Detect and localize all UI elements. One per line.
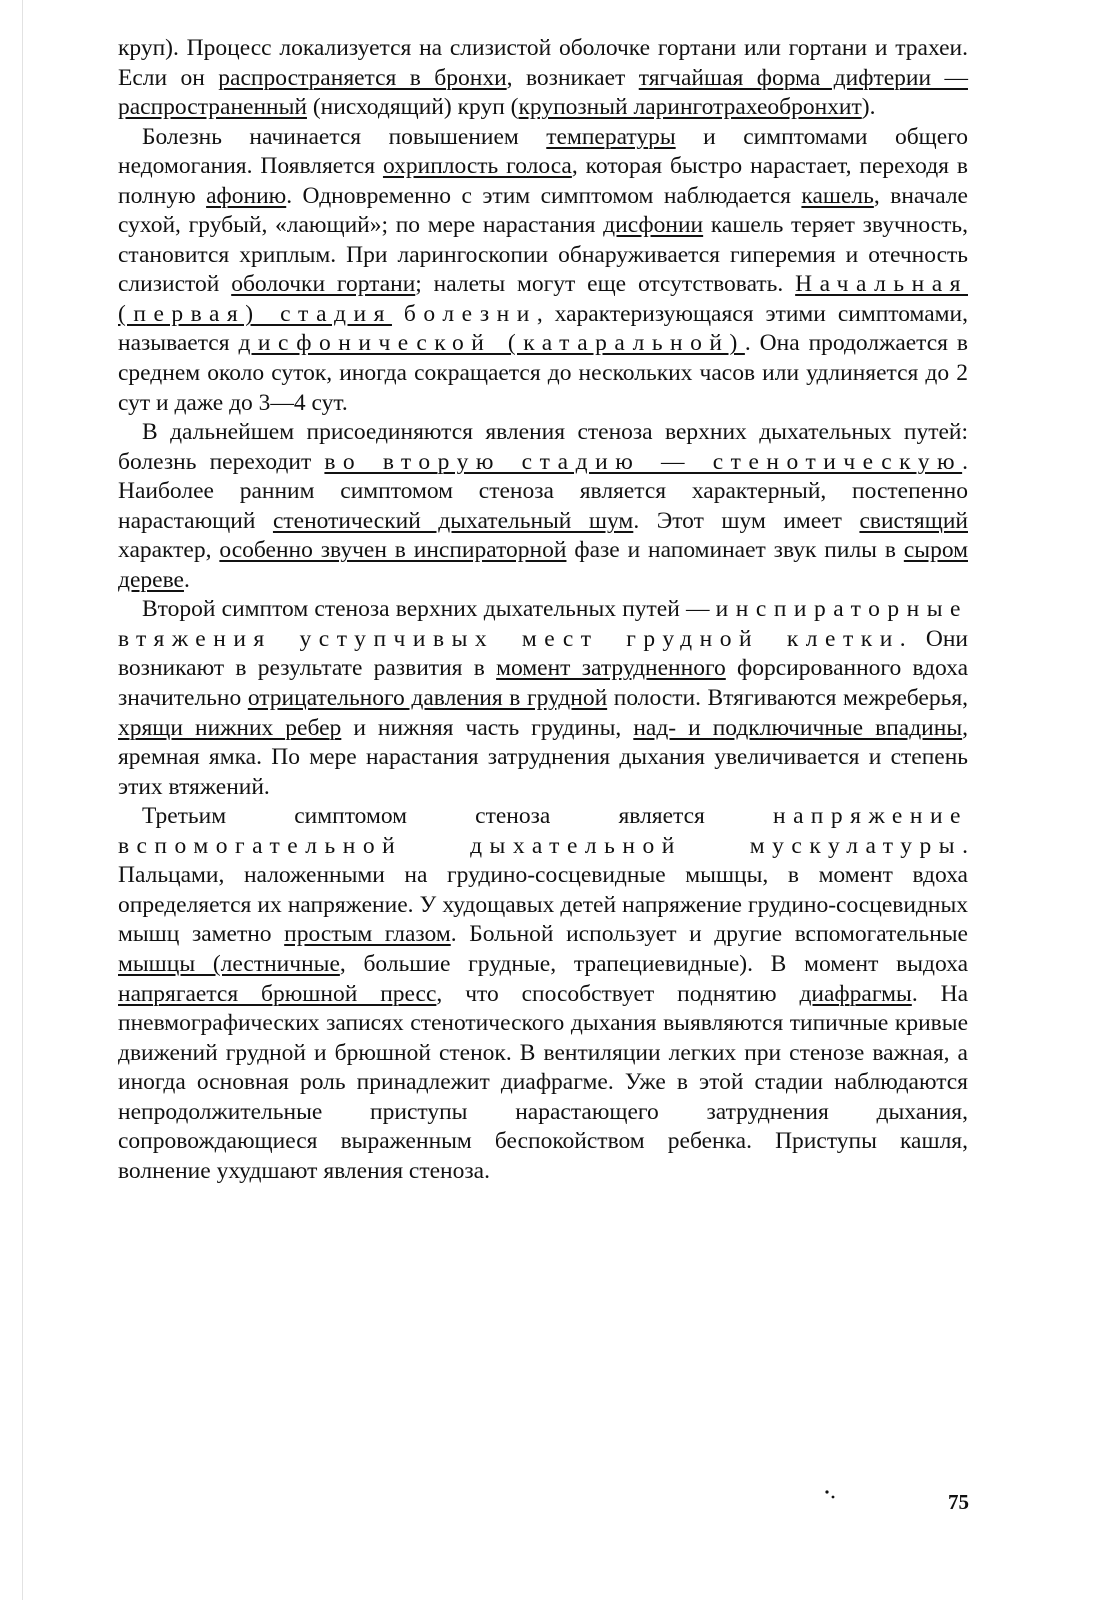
underlined-text: стенотический дыхательный шум xyxy=(272,507,634,534)
paragraph xyxy=(118,123,968,418)
text-run: Второй симптом стеноза верхних дыхательных путей — xyxy=(142,596,716,623)
text-run: . Они возникают в результате развития в xyxy=(118,625,968,682)
underlined-text: простым глазом xyxy=(284,921,451,948)
text-run: ; налеты могут еще отсутствовать. xyxy=(415,271,796,298)
paragraph xyxy=(118,595,968,802)
spaced-emphasis-text: напряжение вспомогательной дыхательной мускулатуры xyxy=(118,803,968,859)
underlined-text: кашель xyxy=(801,182,874,209)
text-run: форсированного вдоха значительно xyxy=(118,655,968,712)
text-run: . Этот шум имеет xyxy=(633,507,860,534)
underlined-text: тягчайшая форма дифтерии — распространенный xyxy=(118,64,968,121)
spaced-emphasis-text: инспираторные втяжения уступчивых мест грудной клетки xyxy=(118,596,968,652)
text-run: фазе и напоминает звук пилы в xyxy=(566,537,904,564)
underlined-text: во вторую стадию — стенотическую xyxy=(324,448,963,475)
underlined-text: момент затрудненного xyxy=(496,655,726,682)
spaced-emphasis-text: болезни xyxy=(403,300,537,327)
underlined-text: сыром дереве xyxy=(118,537,968,593)
text-run: . Она продолжается в среднем около суток, иногда сокращается до нескольких часов или удлиняется до 2 сут и даже до 3—4 сут. xyxy=(118,330,968,416)
underlined-text: диафрагмы xyxy=(799,980,912,1007)
text-run: кашель теряет звучность, становится хриплым. При ларингоскопии обнаруживается гиперемия и отечность слизистой xyxy=(118,212,968,298)
text-run: В дальнейшем присоединяются явления стеноза верхних дыхательных путей: болезнь переходит xyxy=(118,419,968,475)
text-run: . xyxy=(183,566,190,593)
paragraph xyxy=(118,418,968,595)
text-run: , яремная ямка. По мере нарастания затруднения дыхания увеличивается и степень этих втяжений. xyxy=(118,714,969,800)
text-run: , что способствует поднятию xyxy=(436,980,800,1007)
text-run: . На пневмографических записях стенотического дыхания выявляются типичные кривые движений грудной и брюшной стенок. В вентиляции легких при стенозе важная, а иногда основная роль принадлежит диафрагме. Уже в этой стадии наблюдаются непродолжительные приступы нарастающего затруднения дыхания, сопровождающиеся выраженным беспокойством ребенка. Приступы кашля, волнение ухудшают явления стеноза. xyxy=(118,980,968,1184)
paragraph xyxy=(118,802,968,1186)
text-run: . Больной использует и другие вспомогательные xyxy=(450,921,968,948)
underlined-text: над- и подключичные впадины xyxy=(633,714,963,741)
page-number: 75 xyxy=(948,1490,969,1514)
text-run: полости. Втягиваются межреберья, xyxy=(607,685,968,712)
underlined-text: дисфонической (катаральной) xyxy=(238,330,745,357)
text-run: характер, xyxy=(118,537,220,564)
text-run: , большие грудные, трапециевидные). В момент выдоха xyxy=(339,950,968,977)
underlined-text: распространяется в бронхи xyxy=(218,64,507,91)
text-run: . Пальцами, наложенными на грудино-сосцевидные мышцы, в момент вдоха определяется их напряжение. У худощавых детей напряжение грудино-сосцевидных мышц заметно xyxy=(118,832,968,948)
underlined-text: отрицательного давления в грудной xyxy=(247,685,608,712)
text-run: , возникает xyxy=(506,64,639,91)
text-run: круп). Процесс локализуется на слизистой оболочке гортани или гортани и трахеи. Если он xyxy=(118,35,968,91)
underlined-text: крупозный ларинготрахеобронхит xyxy=(518,94,862,121)
text-run: и нижняя часть грудины, xyxy=(341,714,634,741)
underlined-text: температуры xyxy=(546,123,676,150)
underlined-text: охриплость голоса xyxy=(382,153,572,180)
text-run: . Наиболее ранним симптомом стеноза является характерный, постепенно нарастающий xyxy=(118,448,968,534)
text-run: Третьим симптомом стеноза является xyxy=(142,803,774,830)
text-run: и симптомами общего недомогания. Появляется xyxy=(118,123,969,180)
underlined-text: дисфонии xyxy=(603,212,704,239)
paragraph xyxy=(118,34,968,123)
ink-speck-icon xyxy=(824,1488,838,1502)
underlined-text: хрящи нижних ребер xyxy=(118,714,342,741)
underlined-text: Начальная (первая) стадия xyxy=(118,271,968,327)
underlined-text: афонию xyxy=(206,182,287,209)
text-run: , вначале сухой, грубый, «лающий»; по мере нарастания xyxy=(118,182,968,239)
underlined-text: напрягается брюшной пресс xyxy=(118,980,437,1007)
text-run: , которая быстро нарастает, переходя в полную xyxy=(118,153,968,209)
text-run: . Одновременно с этим симптомом наблюдается xyxy=(286,182,802,209)
text-run: ). xyxy=(861,94,876,121)
underlined-text: оболочки гортани xyxy=(231,271,416,298)
text-run: , характеризующаяся этими симптомами, называется xyxy=(118,300,969,357)
text-run: (нисходящий) круп ( xyxy=(306,94,519,121)
text-run: Болезнь начинается повышением xyxy=(142,123,547,150)
underlined-text: свистящий xyxy=(859,507,968,534)
page-edge-line xyxy=(22,0,23,1600)
underlined-text: мышцы (лестничные xyxy=(118,950,340,977)
body-text xyxy=(118,34,968,1186)
underlined-text: особенно звучен в инспираторной xyxy=(219,537,567,564)
text-run xyxy=(392,301,404,327)
